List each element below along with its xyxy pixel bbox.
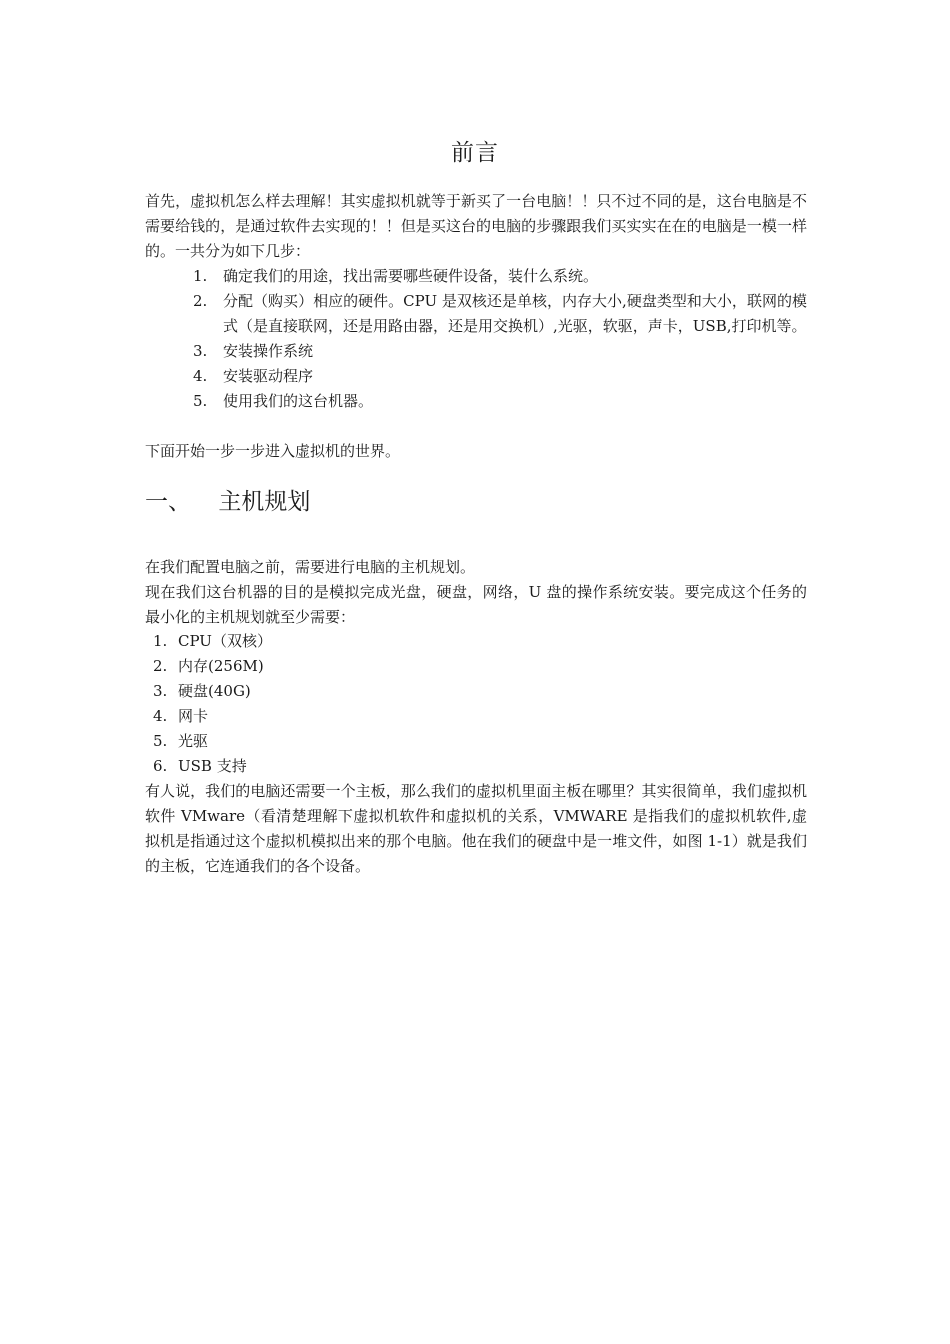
list-item-text: 分配（购买）相应的硬件。CPU 是双核还是单核，内存大小,硬盘类型和大小，联网的模式（是直接联网，还是用路由器，还是用交换机）,光驱，软驱，声卡，USB,打印机等。 [223,292,807,335]
intro-closing: 下面开始一步一步进入虚拟机的世界。 [145,442,401,460]
list-item-number: 1. [153,632,168,650]
list-item-number: 3. [153,682,168,700]
list-item [153,679,453,704]
section-heading [145,485,310,519]
section-number: 一、 [145,489,191,515]
list-item-number: 2. [193,292,208,310]
list-item-number: 5. [153,732,168,750]
list-item-number: 4. [193,367,208,385]
list-item-number: 1. [193,267,208,285]
list-item [153,704,453,729]
list-item [153,754,453,779]
list-item [153,654,453,679]
list-item-text: 内存(256M) [178,657,264,675]
section-paragraph-3: 有人说，我们的电脑还需要一个主板，那么我们的虚拟机里面主板在哪里？其实很简单，我们虚拟机软件 VMware（看清楚理解下虚拟机软件和虚拟机的关系，VMWARE 是指我们的虚拟机软件,虚拟机是指通过这个虚拟机模拟出来的那个电脑。他在我们的硬盘中是一堆文件，如图 1-1）就是我们的主板，它连通我们的各个设备。 [145,782,807,875]
plan-items-list [153,629,453,779]
section-paragraph-2: 现在我们这台机器的目的是模拟完成光盘，硬盘，网络，U 盘的操作系统安装。要完成这个任务的最小化的主机规划就至少需要： [145,583,807,626]
list-item-text: USB 支持 [178,757,247,775]
list-item [193,264,807,289]
list-item-text: 确定我们的用途，找出需要哪些硬件设备，装什么系统。 [223,267,599,285]
list-item-number: 6. [153,757,168,775]
list-item-number: 5. [193,392,208,410]
list-item-number: 4. [153,707,168,725]
list-item-number: 3. [193,342,208,360]
list-item-text: 硬盘(40G) [178,682,251,700]
list-item [153,729,453,754]
list-item-text: 光驱 [178,732,209,750]
section-title: 主机规划 [218,489,311,515]
list-item [193,339,807,364]
list-item-text: CPU（双核） [178,632,272,650]
intro-steps-list [193,264,807,414]
list-item-number: 2. [153,657,168,675]
list-item [193,289,807,339]
list-item-text: 使用我们的这台机器。 [223,392,374,410]
list-item [153,629,453,654]
list-item-text: 安装驱动程序 [223,367,314,385]
list-item [193,364,807,389]
intro-paragraph: 首先，虚拟机怎么样去理解！其实虚拟机就等于新买了一台电脑！！只不过不同的是，这台电脑是不需要给钱的，是通过软件去实现的！！但是买这台的电脑的步骤跟我们买实实在在的电脑是一模一样的。一共分为如下几步： [145,192,807,260]
list-item-text: 网卡 [178,707,209,725]
list-item [193,389,807,414]
section-paragraph-1: 在我们配置电脑之前，需要进行电脑的主机规划。 [145,558,476,576]
list-item-text: 安装操作系统 [223,342,314,360]
page-title: 前言 [451,140,499,166]
